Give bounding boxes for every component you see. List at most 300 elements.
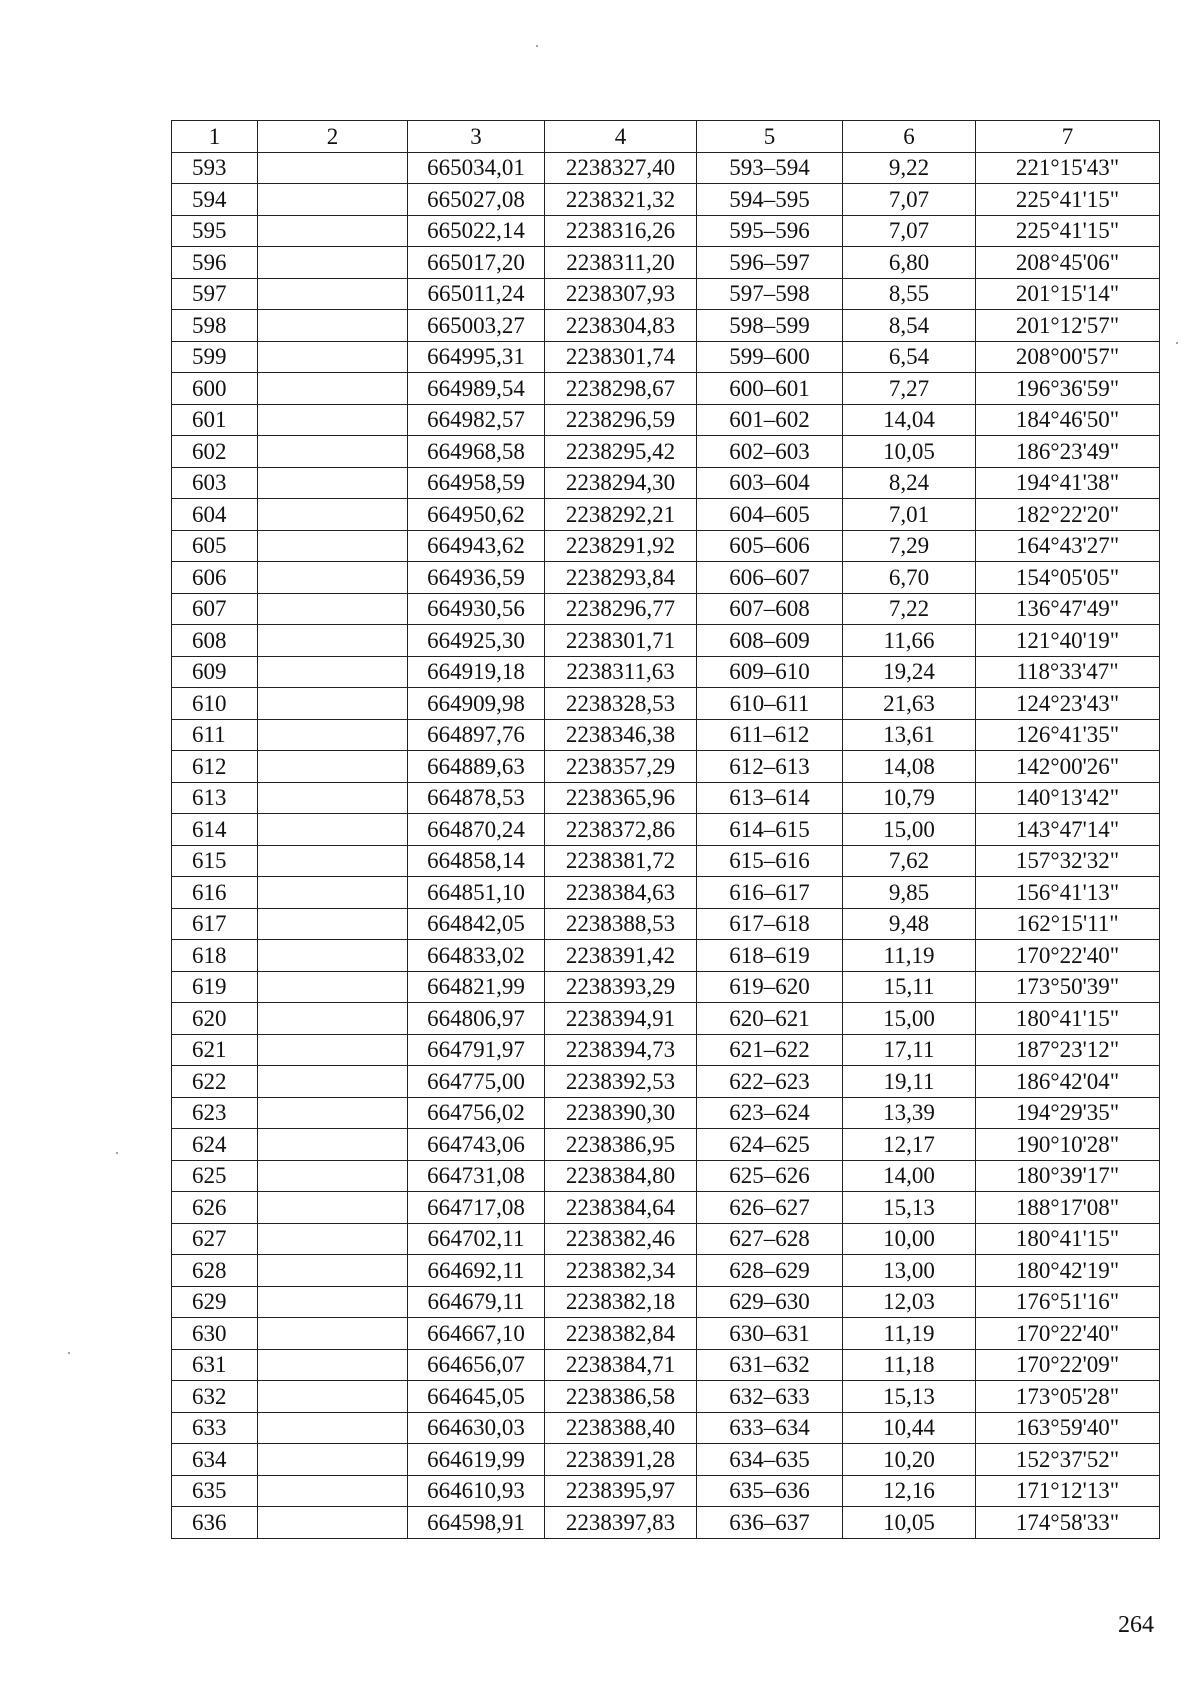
bearing-cell: 140°13'42" (976, 782, 1160, 814)
point-number-cell: 603 (172, 467, 258, 499)
distance-cell: 7,62 (843, 845, 976, 877)
point-number-cell: 631 (172, 1349, 258, 1381)
distance-cell: 15,13 (843, 1381, 976, 1413)
coordinate-x-cell: 665017,20 (408, 247, 545, 279)
distance-cell: 11,19 (843, 940, 976, 972)
table-row (172, 1475, 1160, 1507)
point-name-cell (258, 341, 408, 373)
bearing-cell: 190°10'28" (976, 1129, 1160, 1161)
distance-cell: 10,79 (843, 782, 976, 814)
coordinate-y-cell: 2238382,84 (545, 1318, 697, 1350)
point-number-cell: 616 (172, 877, 258, 909)
point-name-cell (258, 404, 408, 436)
segment-cell: 608–609 (697, 625, 843, 657)
segment-cell: 600–601 (697, 373, 843, 405)
bearing-cell: 118°33'47" (976, 656, 1160, 688)
point-number-cell: 623 (172, 1097, 258, 1129)
table-row (172, 971, 1160, 1003)
table-row (172, 1412, 1160, 1444)
coordinate-x-cell: 664821,99 (408, 971, 545, 1003)
segment-cell: 612–613 (697, 751, 843, 783)
distance-cell: 15,11 (843, 971, 976, 1003)
bearing-cell: 180°41'15" (976, 1223, 1160, 1255)
bearing-cell: 164°43'27" (976, 530, 1160, 562)
coordinate-x-cell: 664775,00 (408, 1066, 545, 1098)
coordinate-y-cell: 2238384,63 (545, 877, 697, 909)
distance-cell: 7,22 (843, 593, 976, 625)
bearing-cell: 188°17'08" (976, 1192, 1160, 1224)
segment-cell: 614–615 (697, 814, 843, 846)
point-number-cell: 607 (172, 593, 258, 625)
segment-cell: 617–618 (697, 908, 843, 940)
coordinate-y-cell: 2238397,83 (545, 1507, 697, 1539)
segment-cell: 624–625 (697, 1129, 843, 1161)
coordinate-x-cell: 664995,31 (408, 341, 545, 373)
table-row (172, 751, 1160, 783)
distance-cell: 11,66 (843, 625, 976, 657)
point-name-cell (258, 247, 408, 279)
distance-cell: 10,05 (843, 1507, 976, 1539)
coordinate-y-cell: 2238391,42 (545, 940, 697, 972)
coordinate-x-cell: 664968,58 (408, 436, 545, 468)
coordinate-x-cell: 664630,03 (408, 1412, 545, 1444)
segment-cell: 598–599 (697, 310, 843, 342)
point-name-cell (258, 688, 408, 720)
distance-cell: 8,55 (843, 278, 976, 310)
segment-cell: 599–600 (697, 341, 843, 373)
column-header: 4 (545, 121, 697, 153)
point-name-cell (258, 656, 408, 688)
segment-cell: 619–620 (697, 971, 843, 1003)
segment-cell: 616–617 (697, 877, 843, 909)
coordinate-y-cell: 2238292,21 (545, 499, 697, 531)
coordinate-x-cell: 664889,63 (408, 751, 545, 783)
segment-cell: 635–636 (697, 1475, 843, 1507)
coordinate-x-cell: 664679,11 (408, 1286, 545, 1318)
table-row (172, 278, 1160, 310)
bearing-cell: 186°42'04" (976, 1066, 1160, 1098)
coordinate-y-cell: 2238386,58 (545, 1381, 697, 1413)
coordinate-x-cell: 665003,27 (408, 310, 545, 342)
table-row (172, 341, 1160, 373)
table-row (172, 625, 1160, 657)
coordinate-x-cell: 664851,10 (408, 877, 545, 909)
coordinate-x-cell: 664692,11 (408, 1255, 545, 1287)
bearing-cell: 170°22'40" (976, 940, 1160, 972)
segment-cell: 604–605 (697, 499, 843, 531)
point-number-cell: 615 (172, 845, 258, 877)
distance-cell: 7,29 (843, 530, 976, 562)
point-number-cell: 613 (172, 782, 258, 814)
table-row (172, 1192, 1160, 1224)
coordinate-y-cell: 2238382,34 (545, 1255, 697, 1287)
point-number-cell: 606 (172, 562, 258, 594)
bearing-cell: 201°12'57" (976, 310, 1160, 342)
point-number-cell: 599 (172, 341, 258, 373)
coordinate-x-cell: 664656,07 (408, 1349, 545, 1381)
point-name-cell (258, 184, 408, 216)
point-name-cell (258, 1412, 408, 1444)
segment-cell: 629–630 (697, 1286, 843, 1318)
coordinate-y-cell: 2238392,53 (545, 1066, 697, 1098)
distance-cell: 13,61 (843, 719, 976, 751)
table-row (172, 1066, 1160, 1098)
coordinate-y-cell: 2238382,18 (545, 1286, 697, 1318)
segment-cell: 631–632 (697, 1349, 843, 1381)
bearing-cell: 176°51'16" (976, 1286, 1160, 1318)
distance-cell: 8,54 (843, 310, 976, 342)
bearing-cell: 184°46'50" (976, 404, 1160, 436)
coordinate-y-cell: 2238295,42 (545, 436, 697, 468)
table-row (172, 782, 1160, 814)
table-row (172, 1223, 1160, 1255)
bearing-cell: 225°41'15" (976, 215, 1160, 247)
point-name-cell (258, 1381, 408, 1413)
segment-cell: 605–606 (697, 530, 843, 562)
coordinate-x-cell: 664858,14 (408, 845, 545, 877)
point-name-cell (258, 1507, 408, 1539)
segment-cell: 622–623 (697, 1066, 843, 1098)
coordinate-y-cell: 2238388,40 (545, 1412, 697, 1444)
bearing-cell: 126°41'35" (976, 719, 1160, 751)
distance-cell: 15,00 (843, 814, 976, 846)
coordinate-x-cell: 664943,62 (408, 530, 545, 562)
distance-cell: 12,03 (843, 1286, 976, 1318)
coordinate-x-cell: 664731,08 (408, 1160, 545, 1192)
point-number-cell: 622 (172, 1066, 258, 1098)
point-name-cell (258, 1003, 408, 1035)
point-name-cell (258, 530, 408, 562)
bearing-cell: 196°36'59" (976, 373, 1160, 405)
point-number-cell: 617 (172, 908, 258, 940)
coordinate-x-cell: 665034,01 (408, 152, 545, 184)
segment-cell: 630–631 (697, 1318, 843, 1350)
column-header: 6 (843, 121, 976, 153)
coordinate-y-cell: 2238395,97 (545, 1475, 697, 1507)
segment-cell: 632–633 (697, 1381, 843, 1413)
point-number-cell: 601 (172, 404, 258, 436)
coordinate-x-cell: 664598,91 (408, 1507, 545, 1539)
segment-cell: 611–612 (697, 719, 843, 751)
point-name-cell (258, 908, 408, 940)
point-number-cell: 634 (172, 1444, 258, 1476)
distance-cell: 14,04 (843, 404, 976, 436)
bearing-cell: 194°41'38" (976, 467, 1160, 499)
distance-cell: 12,17 (843, 1129, 976, 1161)
point-number-cell: 610 (172, 688, 258, 720)
segment-cell: 595–596 (697, 215, 843, 247)
distance-cell: 10,00 (843, 1223, 976, 1255)
coordinate-x-cell: 664925,30 (408, 625, 545, 657)
bearing-cell: 162°15'11" (976, 908, 1160, 940)
coordinate-x-cell: 664982,57 (408, 404, 545, 436)
segment-cell: 620–621 (697, 1003, 843, 1035)
coordinate-x-cell: 664936,59 (408, 562, 545, 594)
bearing-cell: 180°41'15" (976, 1003, 1160, 1035)
bearing-cell: 173°05'28" (976, 1381, 1160, 1413)
table-row (172, 656, 1160, 688)
point-number-cell: 600 (172, 373, 258, 405)
point-name-cell (258, 215, 408, 247)
point-name-cell (258, 719, 408, 751)
distance-cell: 15,00 (843, 1003, 976, 1035)
table-row (172, 877, 1160, 909)
coordinate-y-cell: 2238293,84 (545, 562, 697, 594)
coordinate-y-cell: 2238393,29 (545, 971, 697, 1003)
segment-cell: 623–624 (697, 1097, 843, 1129)
segment-cell: 628–629 (697, 1255, 843, 1287)
coordinate-x-cell: 665022,14 (408, 215, 545, 247)
table-row (172, 373, 1160, 405)
bearing-cell: 171°12'13" (976, 1475, 1160, 1507)
coordinate-x-cell: 664619,99 (408, 1444, 545, 1476)
bearing-cell: 152°37'52" (976, 1444, 1160, 1476)
table-row (172, 593, 1160, 625)
coordinate-y-cell: 2238301,74 (545, 341, 697, 373)
segment-cell: 626–627 (697, 1192, 843, 1224)
point-number-cell: 618 (172, 940, 258, 972)
coordinate-y-cell: 2238388,53 (545, 908, 697, 940)
coordinate-x-cell: 664950,62 (408, 499, 545, 531)
bearing-cell: 142°00'26" (976, 751, 1160, 783)
coordinate-x-cell: 664919,18 (408, 656, 545, 688)
bearing-cell: 221°15'43" (976, 152, 1160, 184)
table-row (172, 1003, 1160, 1035)
bearing-cell: 180°39'17" (976, 1160, 1160, 1192)
column-header: 2 (258, 121, 408, 153)
table-row (172, 1507, 1160, 1539)
segment-cell: 597–598 (697, 278, 843, 310)
segment-cell: 633–634 (697, 1412, 843, 1444)
coordinate-x-cell: 664870,24 (408, 814, 545, 846)
table-row (172, 1318, 1160, 1350)
coordinate-y-cell: 2238328,53 (545, 688, 697, 720)
bearing-cell: 208°00'57" (976, 341, 1160, 373)
point-number-cell: 629 (172, 1286, 258, 1318)
bearing-cell: 225°41'15" (976, 184, 1160, 216)
coordinate-y-cell: 2238298,67 (545, 373, 697, 405)
coordinate-y-cell: 2238386,95 (545, 1129, 697, 1161)
point-name-cell (258, 1255, 408, 1287)
bearing-cell: 121°40'19" (976, 625, 1160, 657)
segment-cell: 609–610 (697, 656, 843, 688)
page-number: 264 (1118, 1612, 1154, 1638)
coordinate-y-cell: 2238294,30 (545, 467, 697, 499)
distance-cell: 10,05 (843, 436, 976, 468)
coordinate-x-cell: 664989,54 (408, 373, 545, 405)
table-row (172, 719, 1160, 751)
table-row (172, 562, 1160, 594)
coordinate-y-cell: 2238316,26 (545, 215, 697, 247)
point-number-cell: 628 (172, 1255, 258, 1287)
distance-cell: 7,27 (843, 373, 976, 405)
point-name-cell (258, 1129, 408, 1161)
point-number-cell: 594 (172, 184, 258, 216)
column-header: 1 (172, 121, 258, 153)
coordinate-x-cell: 664702,11 (408, 1223, 545, 1255)
coordinates-table (171, 120, 1160, 1539)
distance-cell: 7,07 (843, 215, 976, 247)
scan-speck (1176, 342, 1178, 344)
coordinate-y-cell: 2238327,40 (545, 152, 697, 184)
distance-cell: 14,08 (843, 751, 976, 783)
bearing-cell: 156°41'13" (976, 877, 1160, 909)
point-name-cell (258, 845, 408, 877)
point-name-cell (258, 814, 408, 846)
point-name-cell (258, 877, 408, 909)
distance-cell: 11,18 (843, 1349, 976, 1381)
coordinate-y-cell: 2238296,59 (545, 404, 697, 436)
segment-cell: 618–619 (697, 940, 843, 972)
bearing-cell: 180°42'19" (976, 1255, 1160, 1287)
table-row (172, 1286, 1160, 1318)
distance-cell: 9,85 (843, 877, 976, 909)
coordinate-y-cell: 2238296,77 (545, 593, 697, 625)
coordinate-y-cell: 2238384,64 (545, 1192, 697, 1224)
table-row (172, 940, 1160, 972)
coordinate-x-cell: 664897,76 (408, 719, 545, 751)
table-row (172, 499, 1160, 531)
point-name-cell (258, 1223, 408, 1255)
segment-cell: 636–637 (697, 1507, 843, 1539)
point-name-cell (258, 751, 408, 783)
distance-cell: 19,11 (843, 1066, 976, 1098)
column-header: 7 (976, 121, 1160, 153)
distance-cell: 9,48 (843, 908, 976, 940)
point-name-cell (258, 310, 408, 342)
point-number-cell: 621 (172, 1034, 258, 1066)
coordinate-y-cell: 2238321,32 (545, 184, 697, 216)
table-row (172, 184, 1160, 216)
point-name-cell (258, 467, 408, 499)
point-name-cell (258, 1097, 408, 1129)
distance-cell: 13,00 (843, 1255, 976, 1287)
bearing-cell: 186°23'49" (976, 436, 1160, 468)
coordinate-y-cell: 2238357,29 (545, 751, 697, 783)
point-number-cell: 593 (172, 152, 258, 184)
bearing-cell: 154°05'05" (976, 562, 1160, 594)
table-row (172, 152, 1160, 184)
point-number-cell: 636 (172, 1507, 258, 1539)
bearing-cell: 170°22'09" (976, 1349, 1160, 1381)
coordinate-x-cell: 664717,08 (408, 1192, 545, 1224)
point-name-cell (258, 152, 408, 184)
point-name-cell (258, 278, 408, 310)
table-body (172, 152, 1160, 1538)
coordinate-x-cell: 664645,05 (408, 1381, 545, 1413)
coordinate-x-cell: 664833,02 (408, 940, 545, 972)
table-row (172, 908, 1160, 940)
point-name-cell (258, 562, 408, 594)
point-name-cell (258, 782, 408, 814)
segment-cell: 627–628 (697, 1223, 843, 1255)
distance-cell: 6,54 (843, 341, 976, 373)
distance-cell: 19,24 (843, 656, 976, 688)
coordinate-x-cell: 665011,24 (408, 278, 545, 310)
point-name-cell (258, 1475, 408, 1507)
point-name-cell (258, 436, 408, 468)
bearing-cell: 182°22'20" (976, 499, 1160, 531)
segment-cell: 610–611 (697, 688, 843, 720)
distance-cell: 7,07 (843, 184, 976, 216)
scan-speck (536, 45, 538, 47)
table-row (172, 1381, 1160, 1413)
coordinate-y-cell: 2238304,83 (545, 310, 697, 342)
coordinate-x-cell: 664756,02 (408, 1097, 545, 1129)
bearing-cell: 174°58'33" (976, 1507, 1160, 1539)
coordinate-y-cell: 2238391,28 (545, 1444, 697, 1476)
point-number-cell: 630 (172, 1318, 258, 1350)
point-name-cell (258, 1318, 408, 1350)
distance-cell: 10,44 (843, 1412, 976, 1444)
point-name-cell (258, 1444, 408, 1476)
bearing-cell: 173°50'39" (976, 971, 1160, 1003)
segment-cell: 602–603 (697, 436, 843, 468)
point-number-cell: 624 (172, 1129, 258, 1161)
coordinate-y-cell: 2238291,92 (545, 530, 697, 562)
point-name-cell (258, 373, 408, 405)
table-row (172, 310, 1160, 342)
bearing-cell: 170°22'40" (976, 1318, 1160, 1350)
distance-cell: 13,39 (843, 1097, 976, 1129)
point-number-cell: 632 (172, 1381, 258, 1413)
coordinate-y-cell: 2238394,73 (545, 1034, 697, 1066)
coordinate-x-cell: 664667,10 (408, 1318, 545, 1350)
table-row (172, 688, 1160, 720)
point-name-cell (258, 971, 408, 1003)
point-number-cell: 633 (172, 1412, 258, 1444)
bearing-cell: 163°59'40" (976, 1412, 1160, 1444)
table-row (172, 1444, 1160, 1476)
point-name-cell (258, 1160, 408, 1192)
distance-cell: 15,13 (843, 1192, 976, 1224)
segment-cell: 607–608 (697, 593, 843, 625)
table-row (172, 215, 1160, 247)
bearing-cell: 194°29'35" (976, 1097, 1160, 1129)
table-row (172, 1255, 1160, 1287)
distance-cell: 8,24 (843, 467, 976, 499)
table-row (172, 1349, 1160, 1381)
coordinate-x-cell: 665027,08 (408, 184, 545, 216)
table-row (172, 1097, 1160, 1129)
point-number-cell: 635 (172, 1475, 258, 1507)
table-row (172, 1129, 1160, 1161)
point-number-cell: 608 (172, 625, 258, 657)
point-name-cell (258, 499, 408, 531)
bearing-cell: 136°47'49" (976, 593, 1160, 625)
segment-cell: 601–602 (697, 404, 843, 436)
distance-cell: 9,22 (843, 152, 976, 184)
segment-cell: 625–626 (697, 1160, 843, 1192)
coordinate-y-cell: 2238365,96 (545, 782, 697, 814)
point-number-cell: 627 (172, 1223, 258, 1255)
coordinate-y-cell: 2238301,71 (545, 625, 697, 657)
segment-cell: 613–614 (697, 782, 843, 814)
point-number-cell: 612 (172, 751, 258, 783)
point-name-cell (258, 1192, 408, 1224)
point-number-cell: 595 (172, 215, 258, 247)
coordinate-x-cell: 664909,98 (408, 688, 545, 720)
point-number-cell: 609 (172, 656, 258, 688)
coordinate-y-cell: 2238311,20 (545, 247, 697, 279)
point-number-cell: 614 (172, 814, 258, 846)
coordinate-x-cell: 664610,93 (408, 1475, 545, 1507)
table-row (172, 436, 1160, 468)
bearing-cell: 143°47'14" (976, 814, 1160, 846)
coordinate-y-cell: 2238382,46 (545, 1223, 697, 1255)
segment-cell: 615–616 (697, 845, 843, 877)
segment-cell: 603–604 (697, 467, 843, 499)
